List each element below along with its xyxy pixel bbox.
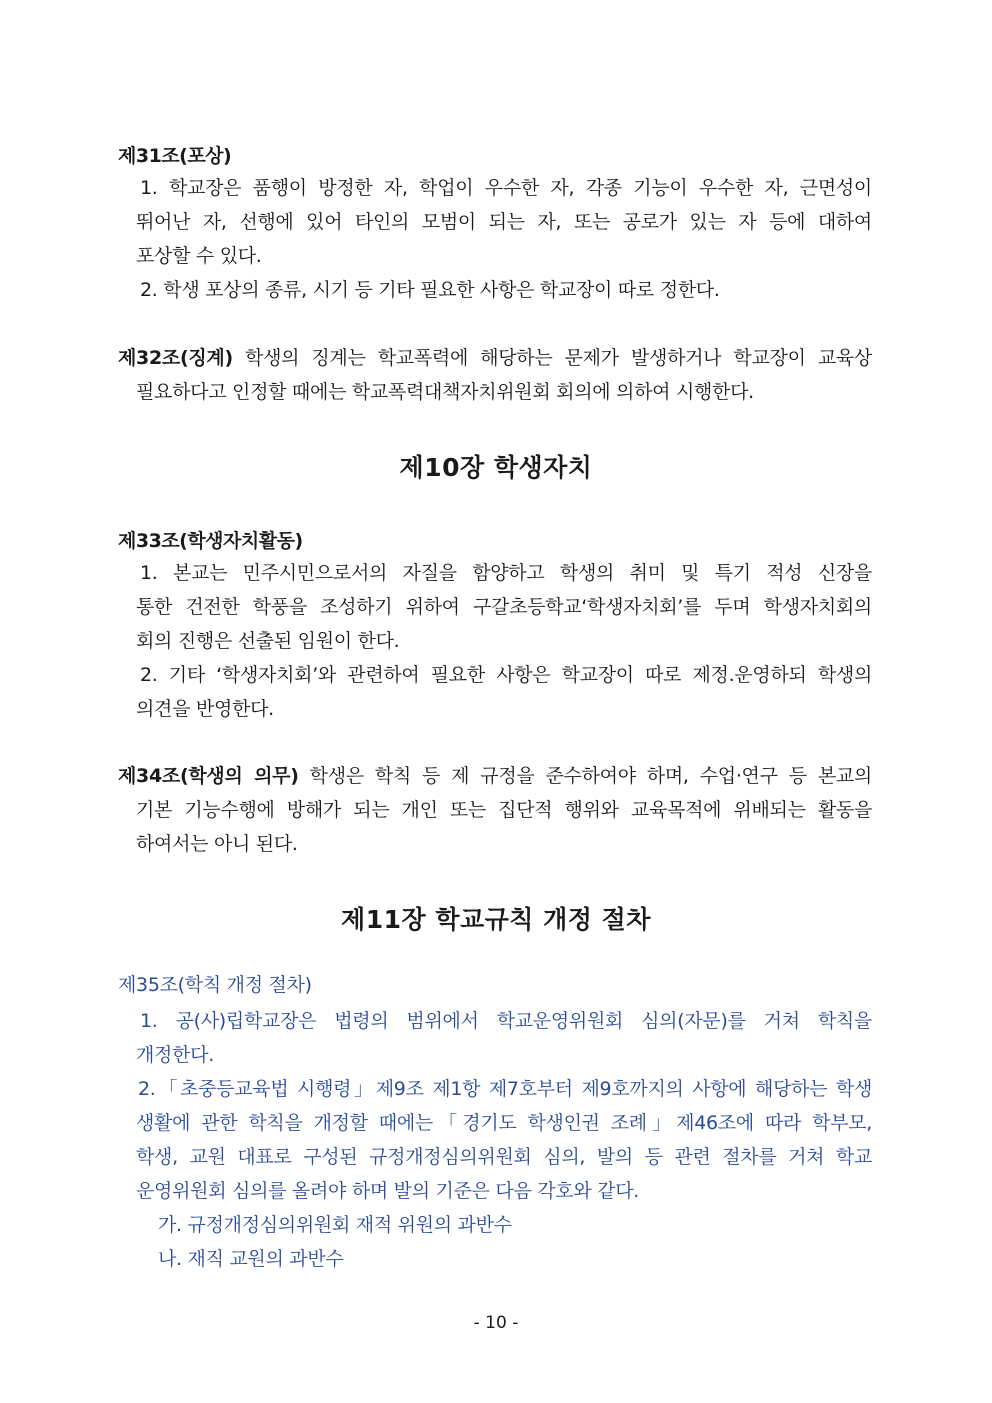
article-35-clause-2-line-4: 운영위원회 심의를 올려야 하며 발의 기준은 다음 각호와 같다. <box>136 1180 640 1202</box>
chapter-10-heading: 제10장 학생자치 <box>399 453 593 482</box>
article-35-title: 제35조(학칙 개정 절차) <box>118 974 312 996</box>
article-35-clause-1-line-1: 1. 공(사)립학교장은 법령의 범위에서 학교운영위원회 심의(자문)를 거쳐 학칙을 <box>140 1010 872 1032</box>
article-32-title: 제32조(징계) <box>118 347 233 369</box>
article-35-item-na: 나. 재직 교원의 과반수 <box>158 1248 344 1270</box>
article-31-title: 제31조(포상) <box>118 145 232 167</box>
article-31-clause-2-line-1: 2. 학생 포상의 종류, 시기 등 기타 필요한 사항은 학교장이 따로 정한다. <box>140 279 720 301</box>
article-32-line-1 <box>118 347 872 369</box>
article-35-clause-1-line-2: 개정한다. <box>136 1044 214 1066</box>
article-31-clause-1-line-2: 뛰어난 자, 선행에 있어 타인의 모범이 되는 자, 또는 공로가 있는 자 등에 대하여 <box>136 211 872 233</box>
article-35-clause-2-line-1: 2.「초중등교육법 시행령」제9조 제1항 제7호부터 제9호까지의 사항에 해당하는 학생 <box>138 1078 872 1100</box>
page-number: - 10 - <box>473 1313 519 1333</box>
article-34-text-1: 학생은 학칙 등 제 규정을 준수하여야 하며, 수업·연구 등 본교의 <box>298 765 872 787</box>
article-34-line-3: 하여서는 아니 된다. <box>136 833 298 855</box>
article-34-title: 제34조(학생의 의무) <box>118 765 299 787</box>
chapter-11-heading: 제11장 학교규칙 개정 절차 <box>341 905 651 934</box>
article-34-line-2: 기본 기능수행에 방해가 되는 개인 또는 집단적 행위와 교육목적에 위배되는 활동을 <box>136 799 872 821</box>
article-35-item-ga: 가. 규정개정심의위원회 재적 위원의 과반수 <box>158 1214 512 1236</box>
article-33-clause-2-line-1: 2. 기타 ‘학생자치회’와 관련하여 필요한 사항은 학교장이 따로 제정.운영하되 학생의 <box>140 664 872 686</box>
article-35-clause-2-line-3: 학생, 교원 대표로 구성된 규정개정심의위원회 심의, 발의 등 관련 절차를 거쳐 학교 <box>136 1146 872 1168</box>
article-32-line-2: 필요하다고 인정할 때에는 학교폭력대책자치위원회 회의에 의하여 시행한다. <box>136 381 754 403</box>
article-33-clause-1-line-2: 통한 건전한 학풍을 조성하기 위하여 구갈초등학교‘학생자치회’를 두며 학생자치회의 <box>136 596 872 618</box>
article-34-line-1 <box>118 765 872 787</box>
article-33-clause-1-line-3: 회의 진행은 선출된 임원이 한다. <box>136 630 400 652</box>
article-31-clause-1-line-3: 포상할 수 있다. <box>136 245 262 267</box>
article-32-text-1: 학생의 징계는 학교폭력에 해당하는 문제가 발생하거나 학교장이 교육상 <box>232 347 872 369</box>
article-33-title: 제33조(학생자치활동) <box>118 530 303 552</box>
article-35-clause-2-line-2: 생활에 관한 학칙을 개정할 때에는「경기도 학생인권 조례」제46조에 따라 학부모, <box>136 1112 872 1134</box>
article-33-clause-1-line-1: 1. 본교는 민주시민으로서의 자질을 함양하고 학생의 취미 및 특기 적성 신장을 <box>140 562 872 584</box>
article-31-clause-1-line-1: 1. 학교장은 품행이 방정한 자, 학업이 우수한 자, 각종 기능이 우수한 자, 근면성이 <box>140 177 872 199</box>
article-33-clause-2-line-2: 의견을 반영한다. <box>136 698 274 720</box>
